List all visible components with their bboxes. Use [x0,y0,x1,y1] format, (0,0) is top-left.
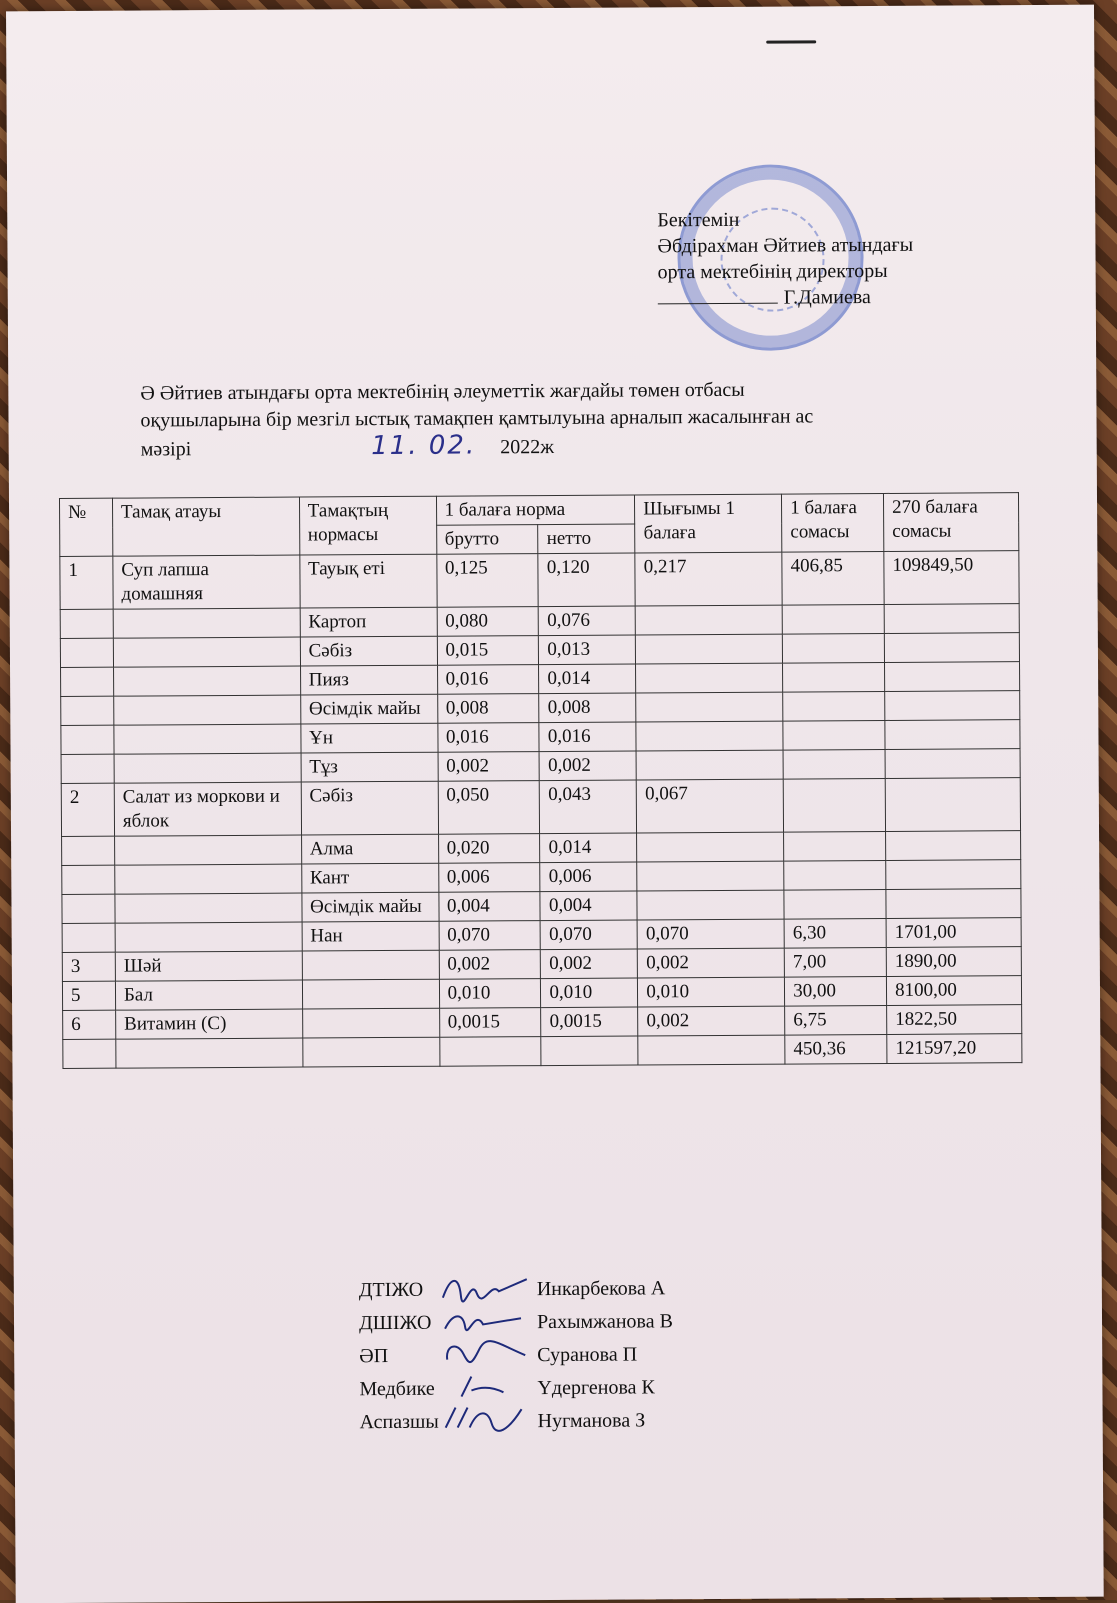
approval-block [657,205,1038,311]
cell-output [636,692,783,722]
signature-name: Үдергенова К [537,1371,655,1405]
cell-netto: 0,070 [540,920,637,950]
cell-sum-one: 6,75 [785,1005,887,1035]
cell-brutto: 0,070 [439,921,541,951]
approval-line-2: Әбдірахман Әйтиев атындағы [657,231,1037,259]
cell-ingredient: Тұз [301,752,438,782]
cell-brutto: 0,016 [437,723,539,753]
cell-dish [113,608,300,638]
cell-sum-270 [885,691,1020,721]
signatures-block [359,1274,360,1439]
cell-sum-270 [885,778,1020,832]
cell-output [637,832,784,862]
cell-sum-one [784,889,886,919]
table-row [63,1034,1022,1069]
cell-sum-270 [886,831,1021,861]
cell-brutto: 0,020 [438,834,540,864]
cell-dish [115,893,302,923]
cell-ingredient [302,950,439,980]
handwritten-signature [441,1271,531,1306]
cell-dish [115,864,302,894]
cell-sum-one [782,633,884,663]
cell-sum-270 [885,749,1020,779]
cell-num: 6 [63,1010,116,1039]
cell-num [63,1039,116,1068]
cell-brutto: 0,010 [439,979,541,1009]
cell-brutto: 0,002 [439,950,541,980]
cell-num: 5 [62,981,115,1010]
cell-ingredient: Өсімдік майы [300,694,437,724]
cell-brutto [439,1037,541,1067]
cell-ingredient: Тауық еті [299,554,436,608]
cell-netto: 0,008 [539,693,636,723]
cell-brutto: 0,002 [438,752,540,782]
table-row [60,551,1019,610]
header-per-child-norm: 1 балаға норма [436,495,635,525]
document-title [140,375,1020,463]
title-line-3: мәзірі 11. 02. 2022ж [141,429,1021,463]
header-output: Шығымы 1 балаға [635,494,782,553]
signature-role: Аспазшы [360,1406,439,1439]
title-line-1: Ә Әйтиев атындағы орта мектебінің әлеуметтік жағдайы төмен отбасы [140,375,1020,407]
document-page [6,5,1104,1603]
cell-sum-270 [886,889,1021,919]
cell-sum-one [783,720,885,750]
cell-brutto: 0,0015 [439,1008,541,1038]
cell-num: 2 [61,783,114,836]
cell-netto: 0,120 [538,553,635,607]
year: 2022ж [500,436,554,458]
cell-dish [114,724,301,754]
cell-sum-270: 109849,50 [884,551,1019,605]
cell-ingredient: Сәбіз [300,636,437,666]
cell-ingredient: Алма [301,834,438,864]
cell-sum-270: 121597,20 [887,1034,1022,1064]
cell-netto: 0,043 [540,780,637,834]
header-num: № [59,498,112,556]
cell-ingredient: Сәбіз [301,781,438,835]
cell-ingredient: Пияз [300,665,437,695]
cell-netto: 0,013 [539,635,636,665]
cell-num [61,696,114,725]
cell-num [62,894,115,923]
cell-brutto: 0,050 [438,781,540,835]
cell-dish [116,1038,303,1068]
handwritten-date: 11. 02. [371,432,476,460]
signature-role: ДТІЖО [359,1274,424,1307]
cell-num [61,754,114,783]
header-netto: нетто [538,524,635,554]
header-norm: Тамақтың нормасы [299,496,436,555]
cell-brutto: 0,006 [438,863,540,893]
cell-netto: 0,004 [540,891,637,921]
cell-dish: Бал [115,980,302,1010]
cell-sum-270 [884,633,1019,663]
cell-netto: 0,002 [539,751,636,781]
header-sum-270: 270 балаға сомасы [884,493,1019,552]
cell-ingredient: Картоп [300,607,437,637]
cell-ingredient: Кант [301,863,438,893]
cell-netto [541,1036,638,1066]
cell-dish [114,695,301,725]
cell-brutto: 0,008 [437,694,539,724]
cell-num [62,836,115,865]
cell-sum-one: 7,00 [784,947,886,977]
cell-output: 0,010 [638,977,785,1007]
cell-sum-one [783,778,885,832]
cell-ingredient [302,1037,439,1067]
cell-ingredient [302,1008,439,1038]
menu-table [59,492,1022,1069]
cell-dish: Суп лапша домашняя [113,555,300,609]
cell-sum-270: 8100,00 [886,976,1021,1006]
signature-role: ДШІЖО [359,1307,432,1340]
cell-ingredient: Ұн [301,723,438,753]
cell-dish [114,753,301,783]
cell-sum-one [783,691,885,721]
cell-sum-270: 1890,00 [886,947,1021,977]
cell-brutto: 0,004 [438,892,540,922]
cell-num [61,667,114,696]
header-brutto: брутто [436,525,538,555]
approval-line-1: Бекітемін [657,205,1037,233]
cell-sum-270 [885,720,1020,750]
cell-output: 0,217 [635,552,782,606]
cell-output [636,750,783,780]
cell-output: 0,067 [637,779,784,833]
cell-netto: 0,014 [539,664,636,694]
cell-sum-one [784,831,886,861]
cell-sum-one: 450,36 [785,1034,887,1064]
cell-netto: 0,002 [541,949,638,979]
table-row [61,778,1020,837]
header-sum-one: 1 балаға сомасы [782,493,884,552]
signature-role: Медбике [359,1373,434,1406]
cell-dish [113,666,300,696]
cell-output [637,890,784,920]
cell-num [62,865,115,894]
cell-netto: 0,006 [540,862,637,892]
cell-output [637,861,784,891]
cell-output [635,605,782,635]
cell-netto: 0,016 [539,722,636,752]
menu-table-body [60,551,1022,1069]
cell-sum-one: 30,00 [785,976,887,1006]
cell-dish [113,637,300,667]
handwritten-signature [442,1403,532,1438]
cell-dish [115,922,302,952]
cell-sum-270: 1701,00 [886,918,1021,948]
cell-num [62,923,115,952]
handwritten-signature [441,1337,531,1372]
signature-name: Инкарбекова А [537,1272,666,1306]
header-dish: Тамақ атауы [112,497,299,556]
title-line-2: оқушыларына бір мезгіл ыстық тамақпен қамтылуына арналып жасалынған ас [140,402,1020,434]
handwritten-signature [441,1304,531,1339]
signature-role: ӘП [359,1340,388,1373]
cell-output [636,663,783,693]
cell-ingredient: Нан [302,921,439,951]
header-dash [766,40,816,43]
cell-sum-one [783,662,885,692]
cell-ingredient: Өсімдік майы [302,892,439,922]
approval-signature-line [658,283,1038,311]
cell-brutto: 0,015 [437,636,539,666]
cell-output [636,634,783,664]
cell-dish: Витамин (С) [116,1009,303,1039]
cell-num [60,638,113,667]
handwritten-signature [441,1370,531,1405]
cell-output [636,721,783,751]
cell-sum-270: 1822,50 [887,1005,1022,1035]
cell-brutto: 0,080 [437,607,539,637]
cell-netto: 0,010 [541,978,638,1008]
approval-line-3: орта мектебінің директоры [658,257,1038,285]
cell-dish [114,835,301,865]
cell-dish: Салат из моркови и яблок [114,782,301,836]
cell-netto: 0,0015 [541,1007,638,1037]
cell-num: 3 [62,952,115,981]
cell-sum-one [782,604,884,634]
cell-sum-one: 406,85 [782,551,884,605]
cell-ingredient [302,979,439,1009]
cell-sum-one [783,749,885,779]
cell-brutto: 0,125 [436,554,538,608]
cell-output: 0,002 [638,948,785,978]
cell-sum-270 [884,604,1019,634]
approval-signer: Г.Дамиева [784,286,871,309]
cell-sum-one [784,860,886,890]
cell-sum-270 [886,860,1021,890]
cell-brutto: 0,016 [437,665,539,695]
cell-output: 0,070 [637,919,784,949]
cell-num: 1 [60,556,113,609]
cell-sum-one: 6,30 [784,918,886,948]
cell-dish: Шәй [115,951,302,981]
signature-name: Рахымжанова В [537,1305,673,1339]
signature-name: Нугманова З [538,1404,646,1438]
cell-output: 0,002 [638,1006,785,1036]
cell-num [60,609,113,638]
cell-num [61,725,114,754]
cell-netto: 0,076 [539,606,636,636]
cell-netto: 0,014 [540,833,637,863]
signature-name: Суранова П [537,1338,637,1372]
cell-sum-270 [885,662,1020,692]
cell-output [638,1035,785,1065]
